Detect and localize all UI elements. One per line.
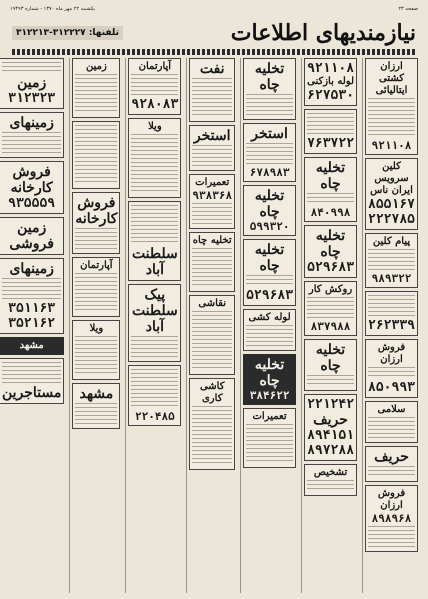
ad-phone: ۶۷۸۹۸۳ [249, 166, 290, 179]
ad-block [365, 446, 418, 482]
ad-heading: فروش [12, 164, 51, 180]
ad-body [2, 278, 61, 300]
ad-heading: پیک [144, 287, 166, 303]
ad-body [307, 297, 354, 319]
ad-heading: تخلیه چاه [192, 235, 232, 246]
ad-heading: تعمیرات [195, 177, 230, 188]
ad-heading: زمینهای [9, 115, 54, 131]
ad-block [243, 309, 296, 351]
ad-phone: ۹۲۸۰۸۳ [131, 97, 179, 112]
ad-block [304, 464, 357, 496]
ad-heading: زمین [17, 220, 47, 236]
column-5 [125, 58, 183, 593]
ad-heading: تخلیه چاه [315, 342, 346, 374]
masthead-divider [12, 49, 416, 55]
ad-body [246, 143, 293, 165]
ad-block [243, 408, 296, 468]
ad-body [246, 275, 293, 287]
ad-phone: ۲۲۰۴۸۵ [134, 410, 175, 423]
ad-block [128, 118, 181, 198]
ad-body [192, 78, 232, 118]
ad-block [189, 295, 235, 375]
ad-heading: سلطنت آباد [131, 246, 178, 278]
ad-heading: تخلیه چاه [315, 228, 346, 260]
ad-phone: ۲۲۲۷۸۵ [368, 212, 415, 227]
ad-block [189, 232, 235, 292]
ad-body [131, 134, 178, 194]
ad-block [304, 157, 357, 222]
ad-block [365, 58, 418, 155]
ad-body [246, 94, 293, 116]
ad-block [304, 281, 357, 336]
ad-phone: ۵۲۹۶۸۳ [307, 260, 355, 275]
ad-heading: نقاشی [198, 298, 227, 309]
ad-block [0, 58, 64, 109]
ad-block [128, 58, 181, 115]
ad-block [72, 192, 120, 254]
ad-phone: ۸۳۷۹۸۸ [310, 320, 351, 333]
ad-phone: ۵۲۹۶۸۳ [246, 288, 294, 303]
ad-body [307, 480, 354, 492]
ad-body [131, 205, 178, 245]
ad-heading: فروش ارزان [377, 488, 406, 511]
ad-heading: تخلیه چاه [254, 357, 285, 389]
ad-body [368, 295, 415, 317]
ad-phone: ۸۵۵۱۶۷ [368, 197, 415, 212]
ad-heading: کلین سرویس ایران ناس [370, 161, 413, 196]
ad-block [0, 217, 64, 255]
ad-block [128, 201, 181, 281]
ad-block [0, 258, 64, 334]
ad-block [72, 121, 120, 189]
ad-heading: ویلا [89, 323, 104, 334]
ad-phone: ۸۹۷۲۸۸ [307, 443, 355, 458]
ad-block [189, 58, 235, 122]
column-4 [186, 58, 237, 593]
ad-body [368, 417, 415, 439]
ad-block [189, 125, 235, 171]
ad-block [304, 339, 357, 391]
ad-heading: تعمیرات [252, 411, 287, 422]
ad-block [72, 383, 120, 429]
ad-heading: استخر [251, 126, 288, 142]
ad-heading: لوله بازکنی [307, 76, 354, 87]
ad-heading: روکش کار [308, 284, 353, 295]
ad-phone: ۳۵۱۱۶۳ [8, 301, 56, 316]
ad-phone: ۳۸۴۶۲۲ [249, 389, 290, 402]
ad-body [75, 403, 117, 425]
column-2 [301, 58, 359, 593]
ad-heading: تخلیه چاه [315, 160, 346, 192]
ad-columns [1, 58, 420, 593]
ad-body [368, 367, 415, 379]
masthead-title: نیازمندیهای اطلاعات [230, 20, 416, 46]
ad-phone: ۸۴۰۹۹۸ [310, 206, 351, 219]
ad-heading: پیام کلین [372, 236, 411, 247]
ad-phone: ۹۲۱۱۰۸ [371, 139, 412, 152]
ad-block [365, 291, 418, 336]
ad-body [192, 203, 232, 225]
ad-phone: ۸۹۴۱۵۱ [307, 428, 355, 443]
ad-heading: تشخیص [313, 467, 348, 478]
ad-block [72, 257, 120, 317]
issue-date: یکشنبه ۲۲ مهر ماه ۱۳۷۰ - شماره ۱۹۴۹۳ [10, 6, 96, 12]
ad-heading: زمین [85, 61, 107, 72]
ad-heading: مستاجرین [1, 385, 62, 401]
ad-block [365, 158, 418, 230]
ad-heading: کاشی کاری [199, 381, 225, 404]
ad-block [243, 185, 296, 236]
ad-heading: آپارتمان [80, 260, 113, 271]
ad-heading: ارزان کشتی ایتالیائی [375, 61, 408, 96]
ad-heading: تخلیه چاه [254, 242, 285, 274]
ad-phone: ۲۲۱۲۴۲ [307, 397, 355, 412]
ad-heading: آپارتمان [138, 61, 172, 72]
ad-body [2, 362, 61, 384]
ad-phone: ۸۹۸۹۶۸ [371, 512, 412, 525]
ad-phone: ۲۶۲۳۳۹ [368, 318, 415, 333]
ad-block [365, 401, 418, 443]
ad-phone: ۵۹۹۳۲۰ [249, 220, 290, 233]
ad-phone: ۸۵۰۹۹۳ [368, 380, 415, 395]
ad-heading: تخلیه چاه [254, 188, 285, 220]
ad-body [307, 193, 354, 205]
ad-block [72, 58, 120, 118]
ad-body [246, 325, 293, 347]
ad-block [304, 225, 357, 278]
ad-block [243, 58, 296, 120]
ad-block [243, 239, 296, 306]
ad-heading: سلطنت آباد [131, 303, 178, 335]
ad-heading: فروش [77, 195, 116, 211]
ad-body [192, 406, 232, 466]
ad-heading: فروشی [9, 236, 54, 252]
ad-block [243, 354, 296, 405]
ad-body [307, 113, 354, 135]
ad-heading: حریف [374, 449, 409, 465]
masthead-phone: تلفنها: ۳۱۲۲۲۷-۳۱۲۲۱۳ [12, 26, 123, 40]
column-7 [0, 58, 66, 593]
ad-block [0, 112, 64, 158]
ad-body [192, 248, 232, 288]
ad-body [2, 132, 61, 154]
ad-phone: ۶۲۷۵۳۰ [307, 88, 355, 103]
ad-phone: ۹۸۹۳۲۲ [371, 272, 412, 285]
top-line [10, 4, 418, 14]
ad-heading: حریف [313, 412, 348, 428]
ad-heading: مشهد [19, 340, 44, 351]
ad-phone: ۹۳۵۵۵۹ [8, 196, 56, 211]
masthead [12, 16, 416, 50]
ad-block [189, 378, 235, 470]
ad-phone: ۷۶۳۷۲۲ [307, 136, 355, 151]
ad-body [75, 74, 117, 114]
ad-body [131, 369, 178, 409]
ad-body [131, 74, 178, 96]
ad-heading: تخلیه چاه [254, 61, 285, 93]
ad-heading: نفت [199, 61, 225, 77]
ad-heading: سلامی [377, 404, 406, 415]
ad-body [368, 249, 415, 271]
ad-block [189, 174, 235, 229]
ad-block [128, 365, 181, 426]
ad-heading: زمینهای [9, 261, 54, 277]
ad-body [368, 466, 415, 478]
column-1 [362, 58, 420, 593]
ad-phone: ۳۱۲۳۲۳ [8, 91, 56, 106]
ad-body [75, 228, 117, 250]
ad-phone: ۹۳۸۳۶۸ [192, 189, 233, 202]
ad-heading: کارخانه [75, 211, 118, 227]
ad-block [72, 320, 120, 380]
ad-body [75, 273, 117, 313]
ad-heading: لوله کشی [248, 312, 291, 323]
ad-body [192, 311, 232, 371]
ad-block [128, 284, 181, 362]
column-3 [240, 58, 298, 593]
ad-heading: فروش ارزان [377, 342, 406, 365]
ad-phone: ۳۵۲۱۶۲ [8, 316, 56, 331]
ad-block [0, 358, 64, 404]
ad-block [0, 337, 64, 355]
ad-block [243, 123, 296, 182]
ad-body [131, 336, 178, 358]
ad-body [75, 336, 117, 376]
ad-block [365, 233, 418, 288]
ad-heading: استخر [193, 128, 231, 144]
ad-body [192, 145, 232, 167]
ad-body [75, 125, 117, 185]
ad-phone: ۹۲۱۱۰۸ [307, 61, 355, 76]
ad-heading: مشهد [79, 386, 114, 402]
ad-block [304, 394, 357, 461]
page-number: صفحه ۲۳ [398, 6, 418, 12]
ad-body [368, 98, 415, 138]
column-6 [69, 58, 122, 593]
ad-block [0, 161, 64, 214]
ad-heading: کارخانه [10, 180, 53, 196]
ad-block [365, 485, 418, 552]
ad-block [304, 109, 357, 154]
ad-body [307, 375, 354, 387]
ad-body [2, 62, 61, 74]
ad-block [365, 339, 418, 398]
ad-body [368, 526, 415, 548]
ad-block [304, 58, 357, 106]
ad-heading: ویلا [148, 121, 162, 132]
ad-heading: زمین [17, 75, 47, 91]
ad-body [246, 424, 293, 464]
